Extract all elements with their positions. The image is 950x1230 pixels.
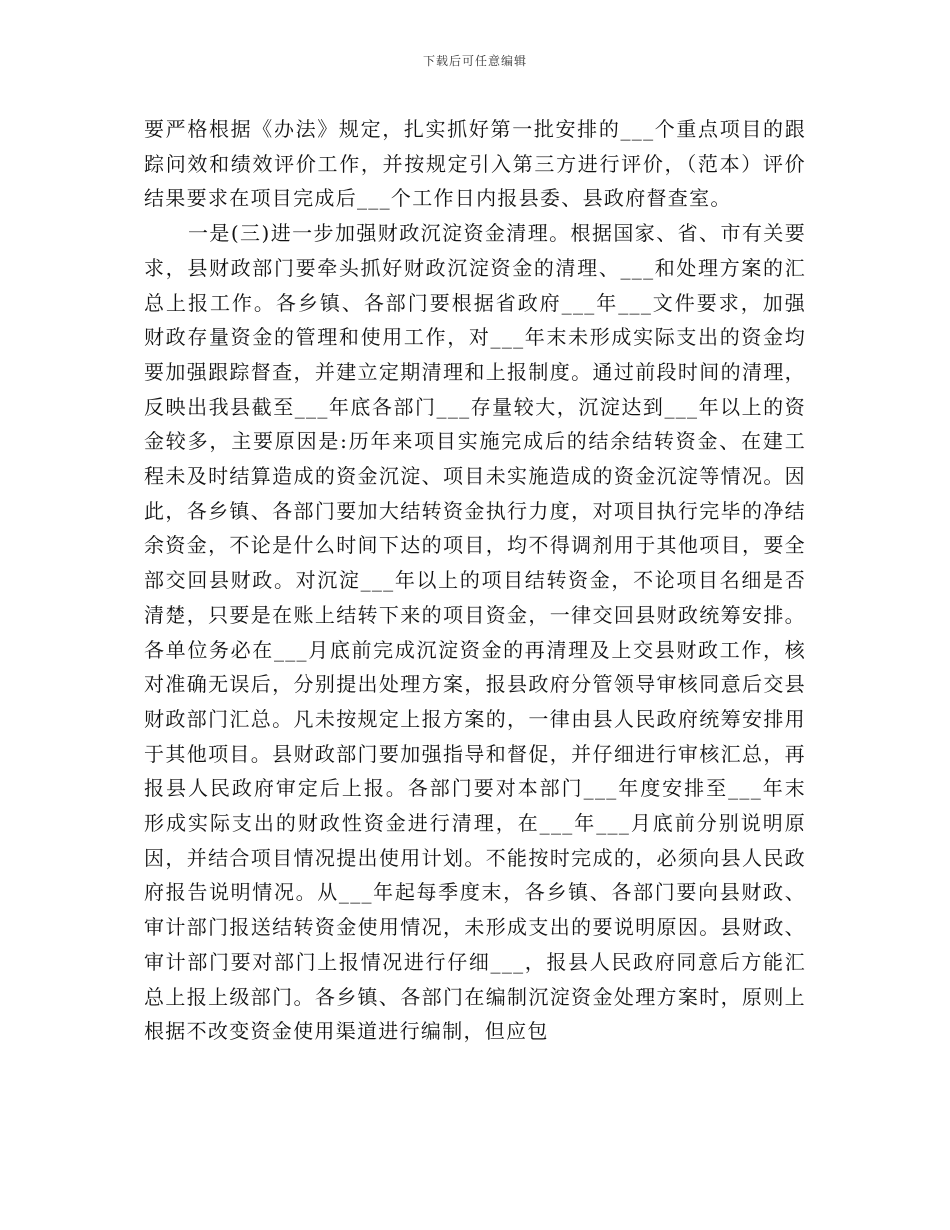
paragraph-2: 一是(三)进一步加强财政沉淀资金清理。根据国家、省、市有关要求，县财政部门要牵头抓好财政沉淀资金的清理、___和处理方案的汇总上报工作。各乡镇、各部门要根据省政府___年___文件要求，加强财政存量资金的管理和使用工作，对___年末未形成实际支出的资金均要加强跟踪督查，并建立定期清理和上报制度。通过前段时间的清理，反映出我县截至___年底各部门___存量较大，沉淀达到___年以上的资金较多，主要原因是:历年来项目实施完成后的结余结转资金、在建工程未及时结算造成的资金沉淀、项目未实施造成的资金沉淀等情况。因此，各乡镇、各部门要加大结转资金执行力度，对项目执行完毕的净结余资金，不论是什么时间下达的项目，均不得调剂用于其他项目，要全部交回县财政。对沉淀___年以上的项目结转资金，不论项目名细是否清楚，只要是在账上结转下来的项目资金，一律交回县财政统筹安排。各单位务必在___月底前完成沉淀资金的再清理及上交县财政工作，核对准确无误后，分别提出处理方案，报县政府分管领导审核同意后交县财政部门汇总。凡未按规定上报方案的，一律由县人民政府统筹安排用于其他项目。县财政部门要加强指导和督促，并仔细进行审核汇总，再报县人民政府审定后上报。各部门要对本部门___年度安排至___年末形成实际支出的财政性资金进行清理，在___年___月底前分别说明原因，并结合项目情况提出使用计划。不能按时完成的，必须向县人民政府报告说明情况。从___年起每季度末，各乡镇、各部门要向县财政、审计部门报送结转资金使用情况，未形成支出的要说明原因。县财政、审计部门要对部门上报情况进行仔细___，报县人民政府同意后方能汇总上报上级部门。各乡镇、各部门在编制沉淀资金处理方案时，原则上根据不改变资金使用渠道进行编制，但应包 [144, 221, 806, 1044]
paragraph-1: 要严格根据《办法》规定，扎实抓好第一批安排的___个重点项目的跟踪问效和绩效评价工作，并按规定引入第三方进行评价，（范本）评价结果要求在项目完成后___个工作日内报县委、县政府督查室。 [144, 117, 806, 211]
document-body [144, 112, 806, 1049]
page-header-note: 下载后可任意编辑 [422, 54, 527, 68]
